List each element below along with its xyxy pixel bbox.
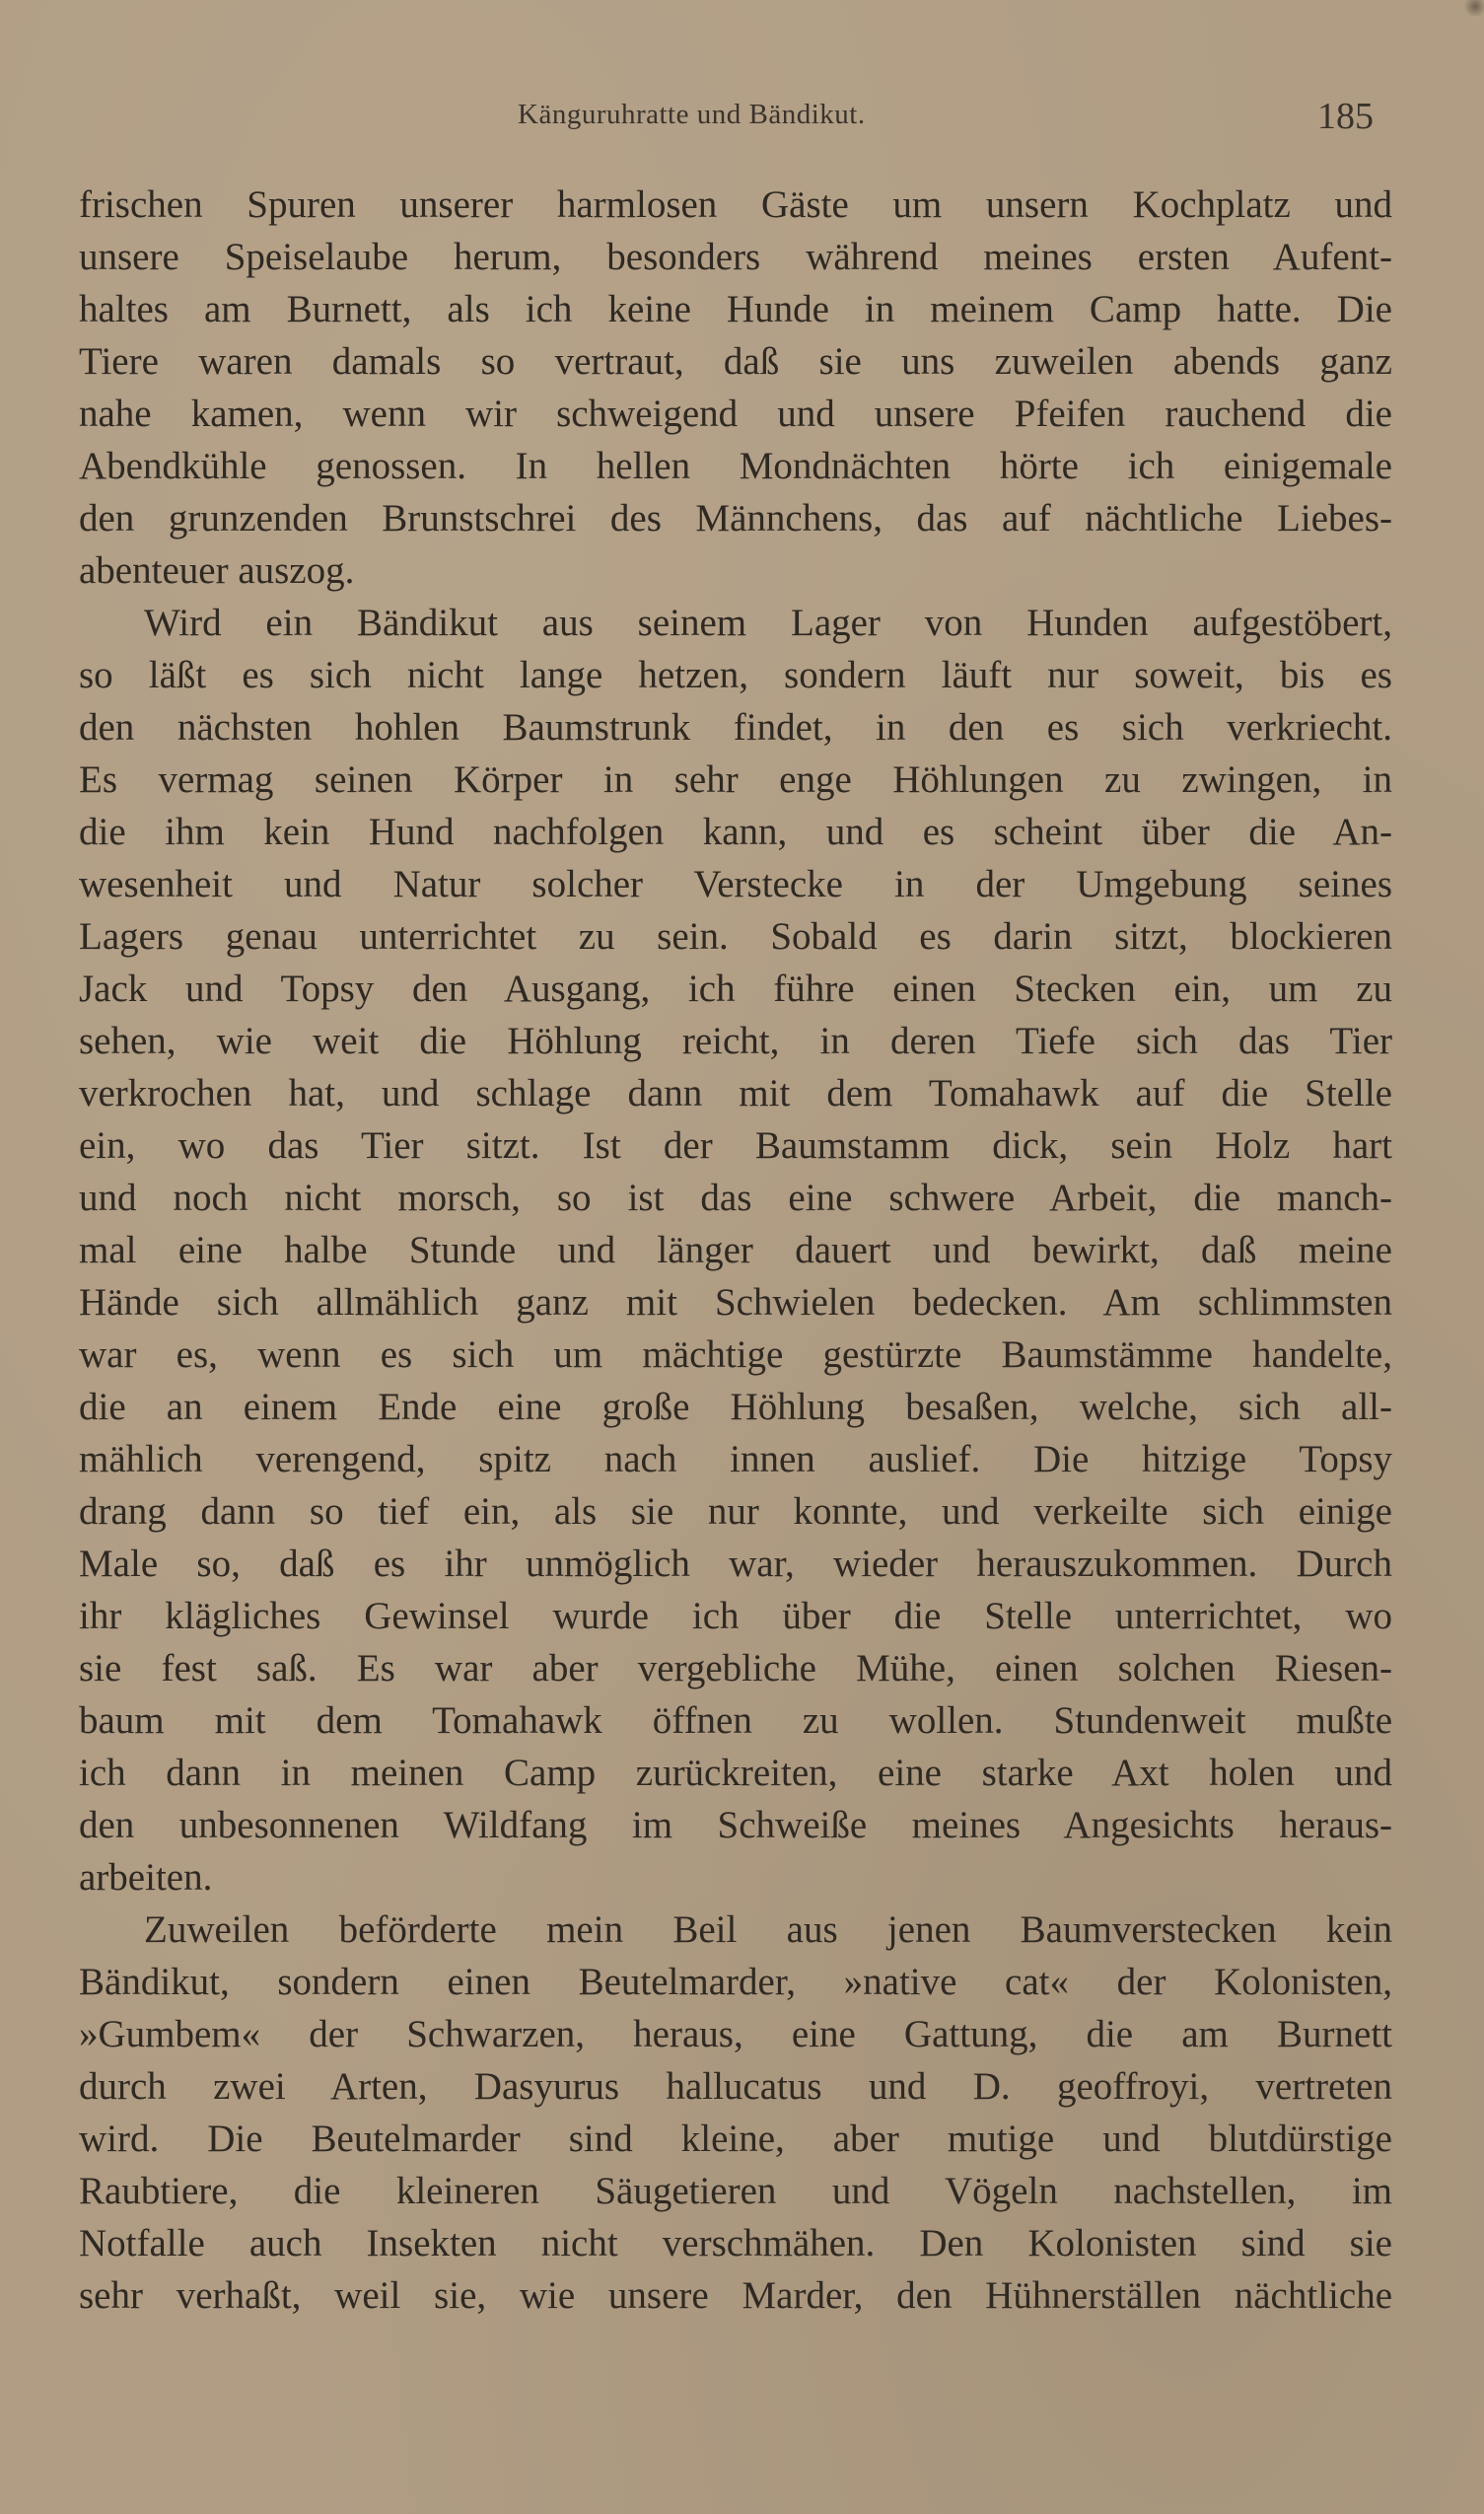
text-line: ihr klägliches Gewinsel wurde ich über die Stelle unterrichtet, wo (79, 1595, 1392, 1637)
text-line: die an einem Ende eine große Höhlung besaßen, welche, sich all- (79, 1386, 1392, 1428)
text-line: Abendkühle genossen. In hellen Mondnächten hörte ich einigemale (79, 445, 1392, 487)
text-line: Es vermag seinen Körper in sehr enge Höhlungen zu zwingen, in (79, 758, 1392, 801)
text-line: ein, wo das Tier sitzt. Ist der Baumstamm dick, sein Holz hart (79, 1124, 1392, 1167)
text-line: so läßt es sich nicht lange hetzen, sondern läuft nur soweit, bis es (79, 654, 1392, 696)
text-line: arbeiten. (79, 1856, 213, 1899)
text-line: den unbesonnenen Wildfang im Schweiße meines Angesichts heraus- (79, 1804, 1392, 1846)
page-number: 185 (1317, 96, 1374, 137)
text-line: wird. Die Beutelmarder sind kleine, aber mutige und blutdürstige (79, 2118, 1392, 2160)
text-line: den nächsten hohlen Baumstrunk findet, in den es sich verkriecht. (79, 706, 1392, 749)
text-line: verkrochen hat, und schlage dann mit dem Tomahawk auf die Stelle (79, 1072, 1392, 1114)
paragraph-start-line: Wird ein Bändikut aus seinem Lager von Hunden aufgestöbert, (144, 602, 1392, 644)
text-line: die ihm kein Hund nachfolgen kann, und es scheint über die An- (79, 811, 1392, 853)
text-line: Hände sich allmählich ganz mit Schwielen bedecken. Am schlimmsten (79, 1281, 1392, 1324)
text-line: »Gumbem« der Schwarzen, heraus, eine Gattung, die am Burnett (79, 2013, 1392, 2055)
text-line: Male so, daß es ihr unmöglich war, wieder herauszukommen. Durch (79, 1543, 1392, 1585)
paragraph-start-line: Zuweilen beförderte mein Beil aus jenen Baumverstecken kein (144, 1908, 1392, 1951)
text-line: wesenheit und Natur solcher Verstecke in der Umgebung seines (79, 863, 1392, 905)
text-line: und noch nicht morsch, so ist das eine schwere Arbeit, die manch- (79, 1177, 1392, 1219)
text-line: sie fest saß. Es war aber vergebliche Mühe, einen solchen Riesen- (79, 1647, 1392, 1689)
text-line: unsere Speiselaube herum, besonders während meines ersten Aufent- (79, 236, 1392, 278)
body-text (79, 179, 1392, 2322)
text-line: war es, wenn es sich um mächtige gestürzte Baumstämme handelte, (79, 1333, 1392, 1376)
text-line: Bändikut, sondern einen Beutelmarder, »native cat« der Kolonisten, (79, 1961, 1392, 2003)
text-line: Lagers genau unterrichtet zu sein. Sobald es darin sitzt, blockieren (79, 915, 1392, 958)
text-line: frischen Spuren unserer harmlosen Gäste um unsern Kochplatz und (79, 183, 1392, 226)
text-line: nahe kamen, wenn wir schweigend und unsere Pfeifen rauchend die (79, 393, 1392, 435)
text-line: baum mit dem Tomahawk öffnen zu wollen. Stundenweit mußte (79, 1699, 1392, 1742)
text-line: mal eine halbe Stunde und länger dauert und bewirkt, daß meine (79, 1229, 1392, 1271)
text-line: ich dann in meinen Camp zurückreiten, eine starke Axt holen und (79, 1752, 1392, 1794)
text-line: den grunzenden Brunstschrei des Männchens, das auf nächtliche Liebes- (79, 497, 1392, 539)
paper-speck (1462, 0, 1484, 16)
text-line: Raubtiere, die kleineren Säugetieren und Vögeln nachstellen, im (79, 2170, 1392, 2212)
running-header (0, 95, 1484, 137)
running-title: Känguruhratte und Bändikut. (518, 99, 866, 130)
text-line: sehr verhaßt, weil sie, wie unsere Marder, den Hühnerställen nächtliche (79, 2274, 1392, 2317)
text-line: Jack und Topsy den Ausgang, ich führe einen Stecken ein, um zu (79, 968, 1392, 1010)
text-line: haltes am Burnett, als ich keine Hunde in meinem Camp hatte. Die (79, 288, 1392, 330)
text-line: drang dann so tief ein, als sie nur konnte, und verkeilte sich einige (79, 1490, 1392, 1533)
text-line: Notfalle auch Insekten nicht verschmähen. Den Kolonisten sind sie (79, 2222, 1392, 2264)
text-line: mählich verengend, spitz nach innen auslief. Die hitzige Topsy (79, 1438, 1392, 1480)
text-line: sehen, wie weit die Höhlung reicht, in deren Tiefe sich das Tier (79, 1020, 1392, 1062)
text-line: Tiere waren damals so vertraut, daß sie uns zuweilen abends ganz (79, 340, 1392, 383)
text-line: durch zwei Arten, Dasyurus hallucatus und D. geoffroyi, vertreten (79, 2065, 1392, 2108)
text-line: abenteuer auszog. (79, 549, 355, 592)
